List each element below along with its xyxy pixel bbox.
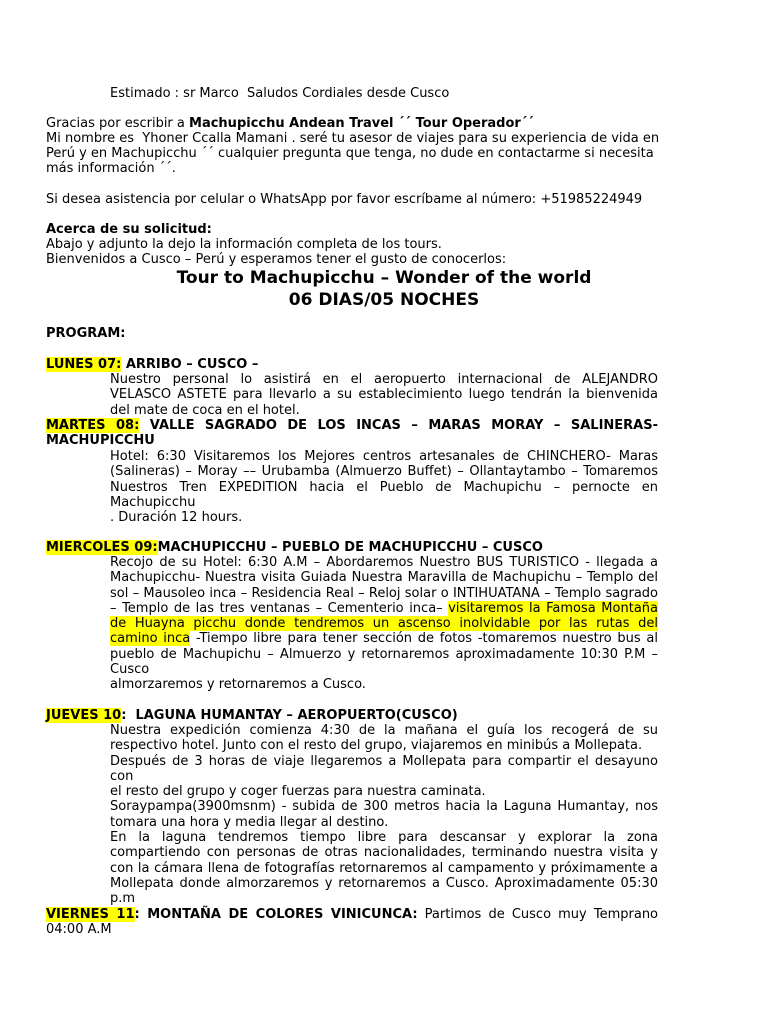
day-4-line: Después de 3 horas de viaje llegaremos a Mollepata para compartir el desayuno con (110, 753, 658, 784)
tour-title: Tour to Machupicchu – Wonder of the world (176, 268, 592, 288)
day-2-label: MARTES 08: (46, 418, 140, 433)
day-4-line: Soraypampa(3900msnm) - subida de 300 metros hacia la Laguna Humantay, nos (110, 799, 658, 815)
day-5-line: 04:00 A.M (46, 922, 112, 938)
intro-line-3: Perú y en Machupicchu ´´ cualquier pregunta que tenga, no dude en contactarme si necesita (46, 146, 654, 161)
day-3-text: – Templo de las tres ventanas – Cementerio inca– (110, 600, 449, 616)
request-line-2: Bienvenidos a Cusco – Perú y esperamos tener el gusto de conocerlos: (46, 252, 507, 267)
day-3-highlight: visitaremos la Famosa Montaña (448, 600, 658, 616)
day-1-line: VELASCO ASTETE para llevarlo a su establecimiento luego tendrán la bienvenida (110, 387, 658, 403)
day-4-line: En la laguna tendremos tiempo libre para descansar y explorar la zona (110, 830, 658, 846)
day-3-line (110, 631, 658, 646)
request-line-1: Abajo y adjunto la dejo la información completa de los tours. (46, 237, 442, 252)
day-5-title: : MONTAÑA DE COLORES VINICUNCA: (134, 907, 418, 922)
day-4-line: con la cámara llena de fotografías retornaremos al campamento y próximamente a (110, 860, 658, 876)
day-1-line: Nuestro personal lo asistirá en el aeropuerto internacional de ALEJANDRO (110, 372, 658, 387)
company-name: Machupicchu Andean Travel ´´ Tour Operador´´ (189, 116, 534, 131)
day-4-title: : LAGUNA HUMANTAY – AEROPUERTO(CUSCO) (121, 708, 458, 723)
day-3-text: -Tiempo libre para tener sección de fotos -tomaremos nuestro bus al (190, 631, 658, 647)
day-4-line: el resto del grupo y coger fuerzas para nuestra caminata. (110, 784, 486, 800)
greeting-line: Estimado : sr Marco Saludos Cordiales desde Cusco (110, 86, 450, 101)
day-3-line: Cusco (110, 662, 150, 678)
day-1-heading (46, 357, 258, 372)
day-3-label: MIERCOLES 09: (46, 540, 158, 555)
intro-line-1 (46, 116, 534, 131)
day-3-line: Machupicchu- Nuestra visita Guiada Nuestra Maravilla de Machupichu – Templo del (110, 570, 658, 586)
day-4-label: JUEVES 10 (46, 708, 122, 723)
day-2-line: . Duración 12 hours. (110, 510, 243, 526)
day-3-description (110, 555, 658, 693)
day-3-line: almorzaremos y retornaremos a Cusco. (110, 677, 366, 693)
day-2-title: VALLE SAGRADO DE LOS INCAS – MARAS MORAY – SALINERAS- (139, 418, 658, 433)
whatsapp-line: Si desea asistencia por celular o WhatsApp por favor escríbame al número: +51985224949 (46, 192, 643, 207)
day-3-highlight: de Huayna picchu donde tendremos un ascenso inolvidable por las rutas del (110, 616, 658, 632)
request-heading: Acerca de su solicitud: (46, 222, 212, 237)
day-3-line: Recojo de su Hotel: 6:30 A.M – Abordaremos Nuestro BUS TURISTICO - llegada a (110, 555, 658, 570)
day-2-line: Nuestros Tren EXPEDITION hacia el Pueblo de Machupichu – pernocte en (110, 479, 658, 495)
day-4-line: Nuestra expedición comienza 4:30 de la mañana el guía los recogerá de su (110, 723, 658, 738)
day-4-line: p.m (110, 891, 136, 907)
day-2-heading (46, 418, 658, 449)
intro-line-2: Mi nombre es Yhoner Ccalla Mamani . seré tu asesor de viajes para su experiencia de vida en (46, 131, 660, 146)
day-2-line: Hotel: 6:30 Visitaremos los Mejores centros artesanales de CHINCHERO- Maras (110, 449, 658, 464)
day-2-line: (Salineras) – Moray –– Urubamba (Almuerzo Buffet) – Ollantaytambo – Tomaremos (110, 464, 658, 480)
day-5-block (46, 907, 658, 938)
day-3-highlight: camino inca (110, 631, 191, 647)
day-1-label: LUNES 07: (46, 357, 122, 372)
day-3-line (110, 616, 658, 631)
day-1-title: ARRIBO – CUSCO – (121, 357, 259, 372)
intro-text: Gracias por escribir a (46, 116, 190, 131)
day-2-title-cont: MACHUPICCHU (46, 433, 155, 449)
day-5-label: VIERNES 11 (46, 907, 135, 922)
day-3-line: pueblo de Machupichu – Almuerzo y retornaremos aproximadamente 10:30 P.M – (110, 646, 658, 662)
day-5-text: Partimos de Cusco muy Temprano (417, 907, 659, 922)
day-4-heading (46, 708, 458, 723)
day-3-line: sol – Mausoleo inca – Residencia Real – Reloj solar o INTIHUATANA – Templo sagrado (110, 585, 658, 601)
day-4-line: tomara una hora y media llegar al destino. (110, 814, 389, 830)
day-2-line: Machupicchu (110, 494, 196, 510)
intro-line-4: más información ´´. (46, 161, 176, 176)
day-2-description (110, 449, 658, 525)
day-3-line (110, 601, 658, 616)
day-3-title: MACHUPICCHU – PUEBLO DE MACHUPICCHU – CUSCO (157, 540, 543, 555)
day-3-heading (46, 540, 543, 555)
day-4-description (110, 723, 658, 907)
day-4-line: compartiendo con personas de otras nacionalidades, terminando nuestra visita y (110, 845, 658, 861)
day-4-line: Mollepata donde almorzaremos y retornaremos a Cusco. Aproximadamente 05:30 (110, 875, 658, 891)
day-4-line: respectivo hotel. Junto con el resto del grupo, viajaremos en minibús a Mollepata. (110, 738, 643, 754)
day-1-line: del mate de coca en el hotel. (110, 402, 300, 418)
day-1-description (110, 372, 658, 418)
tour-subtitle: 06 DIAS/05 NOCHES (288, 290, 480, 310)
program-label: PROGRAM: (46, 326, 126, 341)
day-5-heading (46, 907, 658, 922)
